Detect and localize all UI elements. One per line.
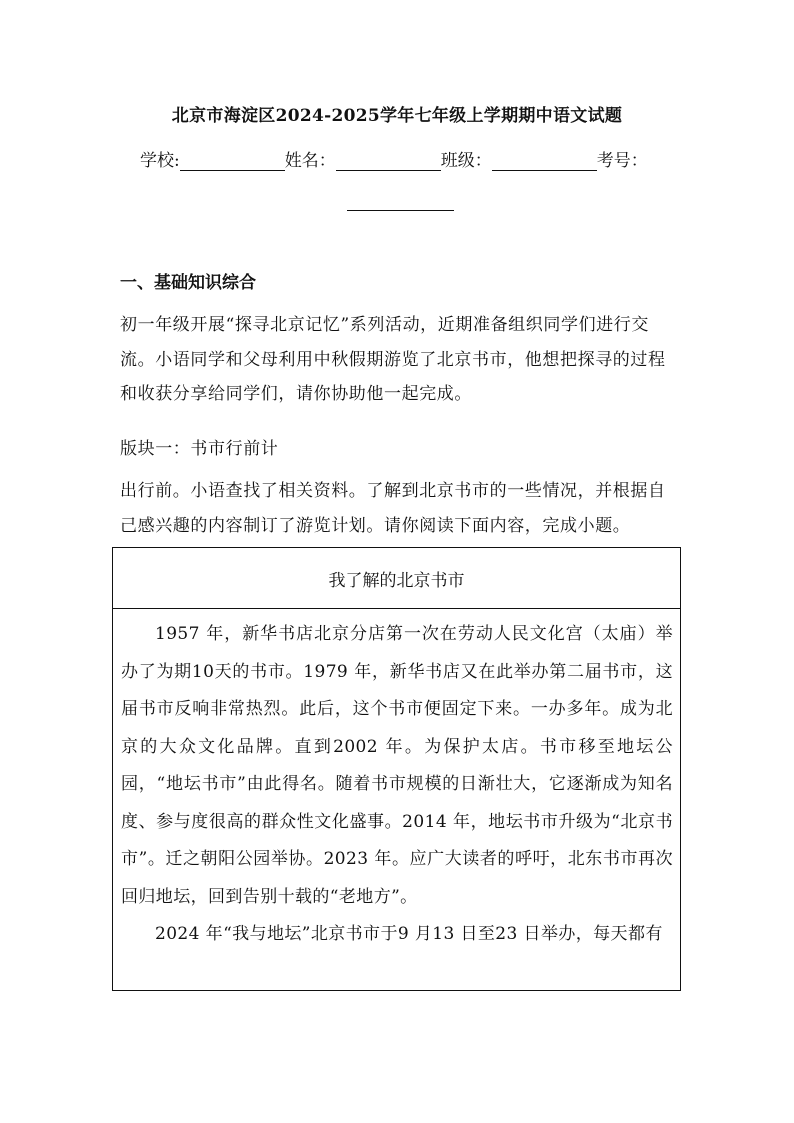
reading-paragraph-2: 2024 年“我与地坛”北京书市于9 月13 日至23 日举办，每天都有 xyxy=(155,924,663,944)
reading-material-box xyxy=(112,547,681,991)
block-label: 版块一：书市行前计 xyxy=(120,439,279,459)
school-label: 学校: xyxy=(140,151,180,171)
class-blank[interactable] xyxy=(492,150,597,171)
section-heading: 一、基础知识综合 xyxy=(120,273,256,293)
exam-number-blank[interactable] xyxy=(347,190,454,211)
school-blank[interactable] xyxy=(180,150,285,171)
exam-number-label: 考号： xyxy=(596,151,648,171)
intro-paragraph: 初一年级开展“探寻北京记忆”系列活动，近期准备组织同学们进行交流。小语同学和父母利用中秋假期游览了北京书市，他想把探寻的过程和收获分享给同学们，请你协助他一起完成。 xyxy=(120,315,666,404)
name-blank[interactable] xyxy=(336,150,441,171)
reading-box-body xyxy=(113,609,680,954)
pre-reading-paragraph: 出行前。小语查找了相关资料。了解到北京书市的一些情况，并根据自己感兴趣的内容制订了游览计划。请你阅读下面内容，完成小题。 xyxy=(120,481,666,536)
name-label: 姓名： xyxy=(284,151,336,171)
reading-paragraph-1: 1957 年，新华书店北京分店第一次在劳动人民文化宫（太庙）举办了为期10天的书市。1979 年，新华书店又在此举办第二届书市，这届书市反响非常热烈。此后，这个书市便固定下来。一办多年。成为北京的大众文化品牌。直到2002 年。为保护太店。书市移至地坛公园，“地坛书市”由此得名。随着书市规模的日渐壮大，它逐渐成为知名度、参与度很高的群众性文化盛事。2014 年，地坛书市升级为“北京书市”。迁之朝阳公园举协。2023 年。应广大读者的呼吁，北东书市再次回归地坛，回到告别十载的“老地方”。 xyxy=(121,624,673,907)
student-info-line xyxy=(140,146,700,176)
exam-title: 北京市海淀区2024-2025学年七年级上学期期中语文试题 xyxy=(171,106,623,126)
class-label: 班级： xyxy=(440,151,492,171)
reading-box-title: 我了解的北京书市 xyxy=(113,548,680,609)
